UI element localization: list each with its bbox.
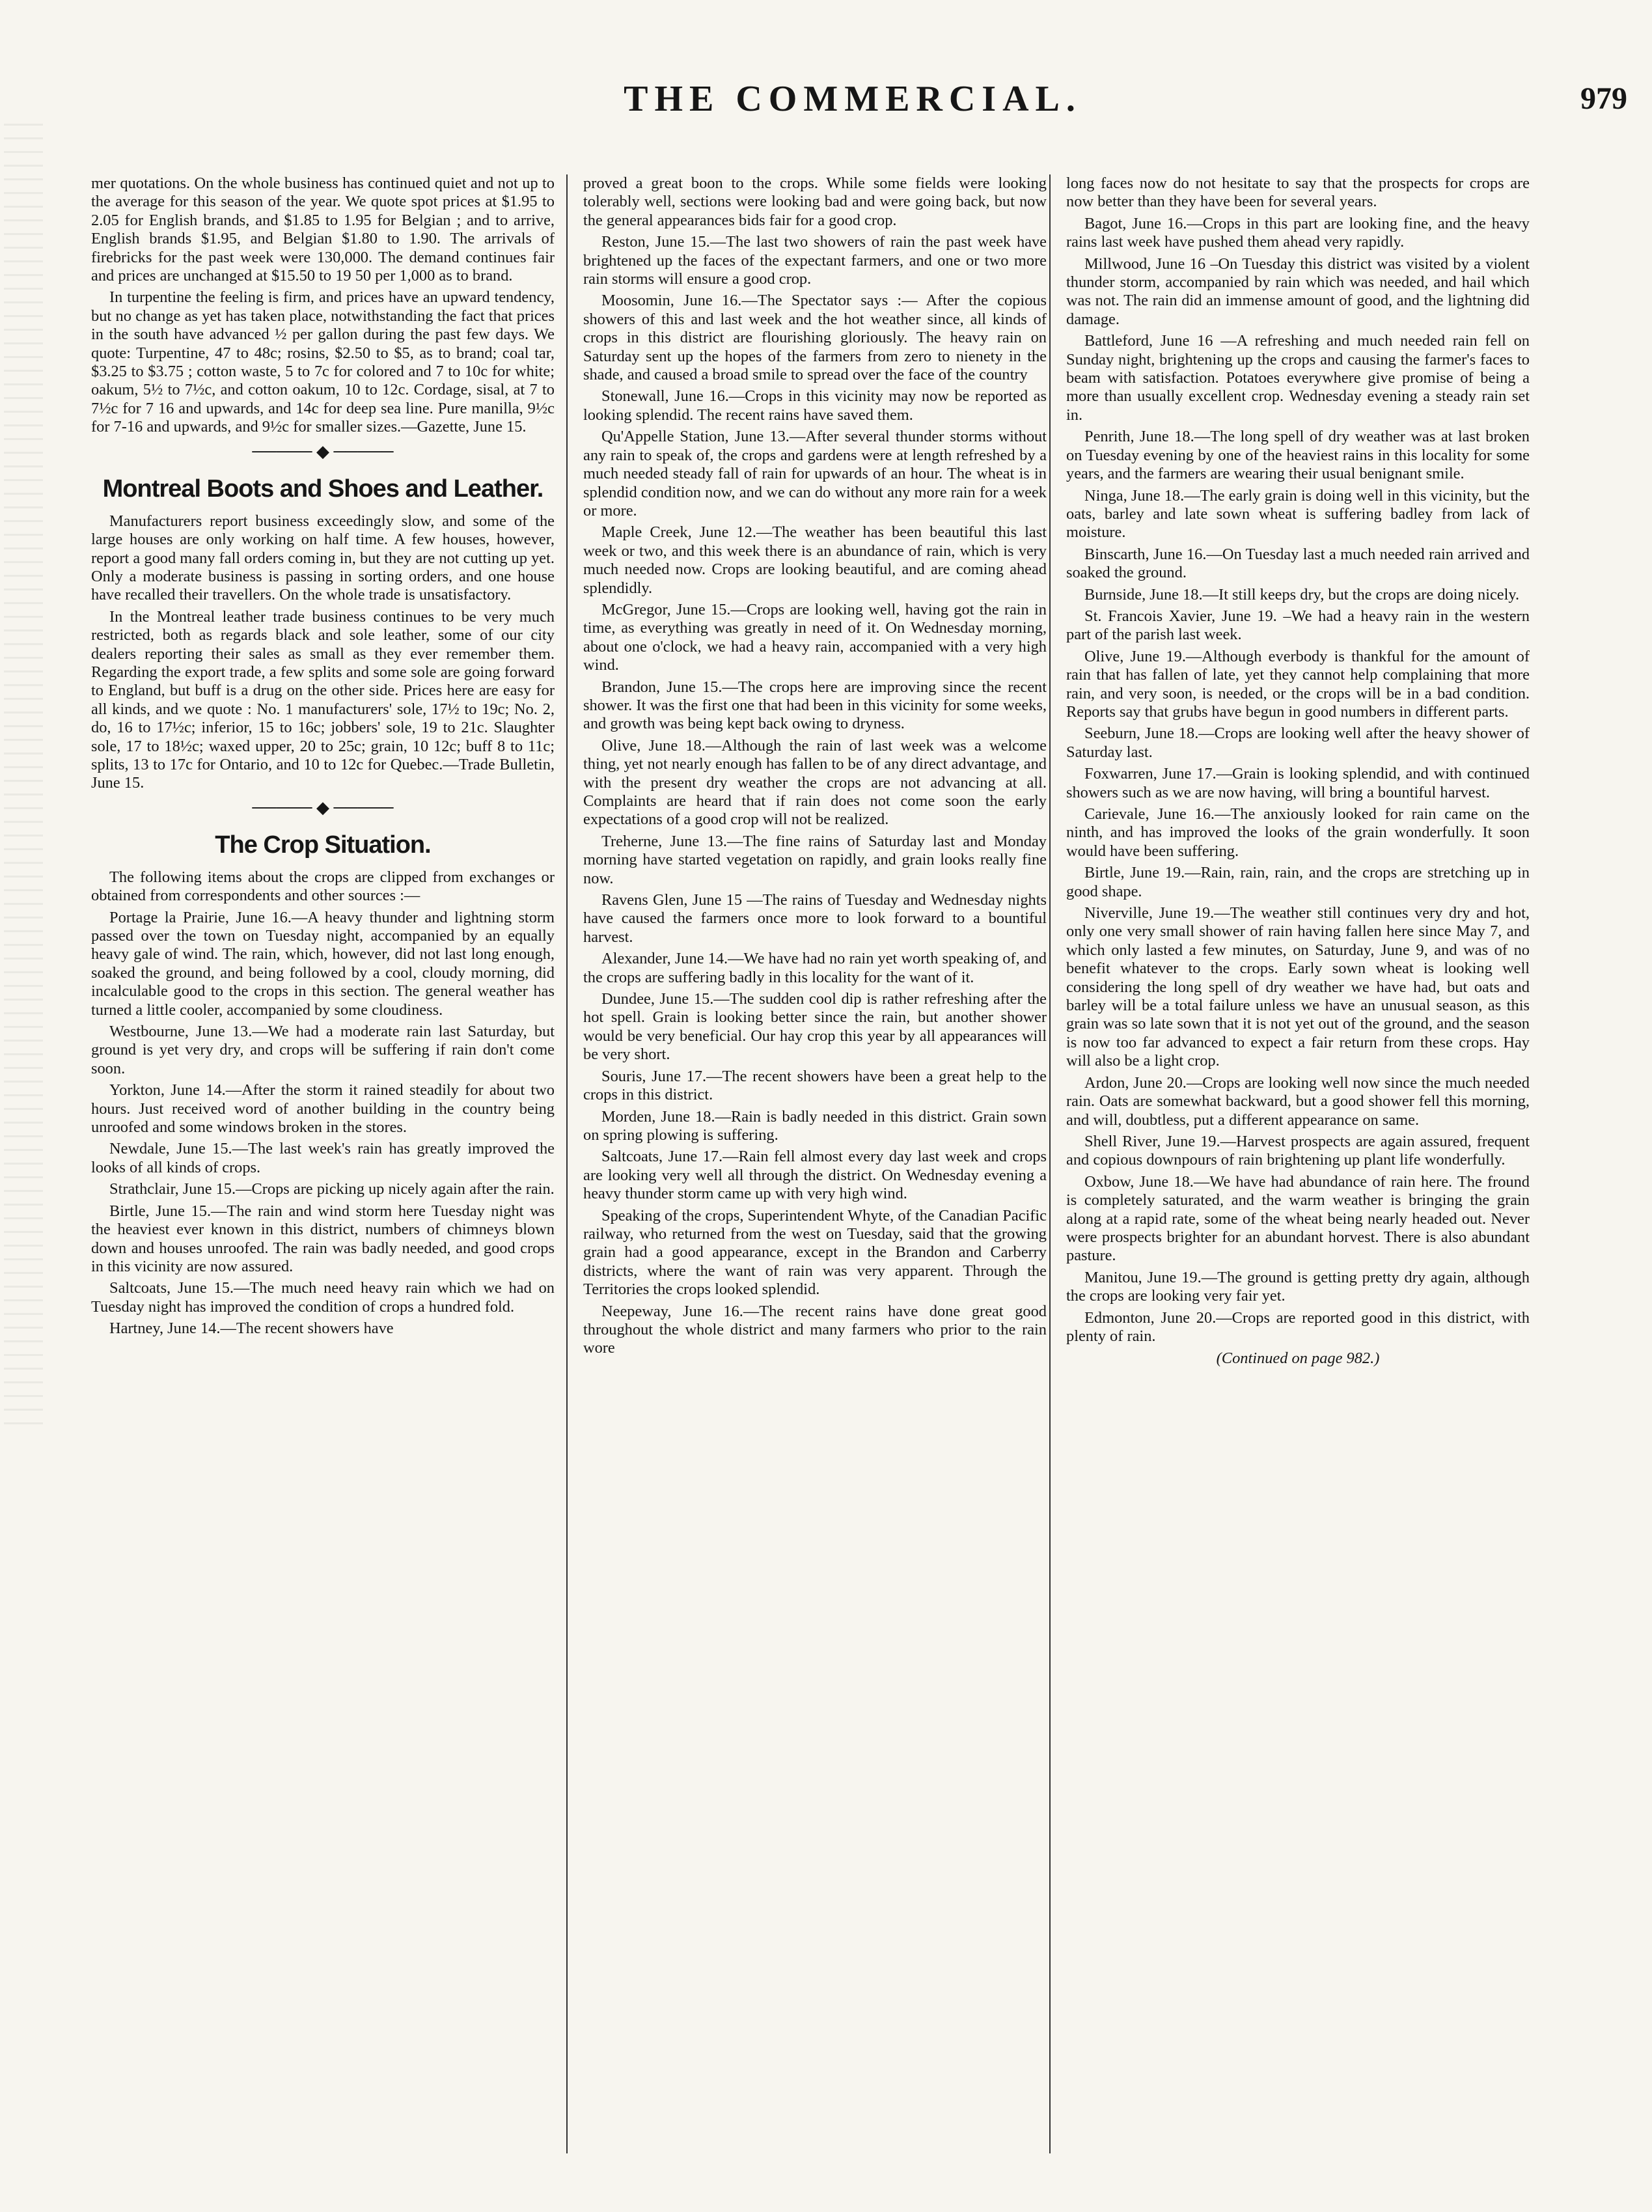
paragraph: Battleford, June 16 —A refreshing and much needed rain fell on Sunday night, brightening up the crops and causing the farmer's faces to beam with satisfaction. Potatoes everywhere give promise of being a more than usually excellent crop. Wednesday evening a steady rain set in.	[1066, 332, 1530, 424]
paragraph: In turpentine the feeling is firm, and prices have an upward tendency, but no change as yet has taken place, notwithstanding the fact that prices in the south have advanced ½ per gallon during the past few days. We quote: Turpentine, 47 to 48c; rosins, $2.50 to $5, as to brand; coal tar, $3.25 to $3.75 ; cotton waste, 5 to 7c for colored and 7 to 10c for white; oakum, 5½ to 7½c, and cotton oakum, 10 to 12c. Cordage, sisal, at 7 to 7½c for 7 16 and upwards, and 14c for deep sea line. Pure manilla, 9½c for 7-16 and upwards, and 9½c for smaller sizes.—Gazette, June 15.	[91, 288, 555, 436]
paragraph: St. Francois Xavier, June 19. –We had a heavy rain in the western part of the parish last week.	[1066, 607, 1530, 644]
ornament-divider: ───── ◆ ─────	[252, 797, 394, 817]
paragraph: Manitou, June 19.—The ground is getting pretty dry again, although the crops are looking very fair yet.	[1066, 1268, 1530, 1305]
scan-edge-artifact	[4, 124, 43, 1426]
paragraph: proved a great boon to the crops. While some fields were looking tolerably well, sections were looking bad and were going back, but now the general appearances bids fair for a good crop.	[583, 174, 1047, 229]
heading-crop-situation: The Crop Situation.	[215, 831, 431, 859]
column-1	[91, 174, 555, 2153]
paragraph: Niverville, June 19.—The weather still continues very dry and hot, only one very small shower of rain having fallen here since May 7, and which only lasted a few minutes, on Saturday, June 9, and was of no benefit whatever to the crops. Early sown wheat is looking well considering the long spell of dry weather we have had, but oats and barley will be a total failure unless we have an unusual season, as this grain was so late sown that it is not yet out of the ground, and the season is now too far advanced to expect a fair return from these crops. Hay will also be a light crop.	[1066, 904, 1530, 1070]
paragraph: Westbourne, June 13.—We had a moderate rain last Saturday, but ground is yet very dry, and crops will be suffering if rain don't come soon.	[91, 1023, 555, 1077]
continued-notice: (Continued on page 982.)	[1216, 1349, 1380, 1368]
paragraph: Foxwarren, June 17.—Grain is looking splendid, and with continued showers such as we are now having, will bring a bountiful harvest.	[1066, 765, 1530, 801]
paragraph: Manufacturers report business exceedingly slow, and some of the large houses are only working on half time. A few houses, however, report a good many fall orders coming in, but they are not cutting up yet. Only a moderate business is passing in sorting orders, and one house have recalled their travellers. On the whole trade is unsatisfactory.	[91, 512, 555, 604]
paragraph: The following items about the crops are clipped from exchanges or obtained from correspondents and other sources :—	[91, 868, 555, 905]
paragraph: Saltcoats, June 15.—The much need heavy rain which we had on Tuesday night has improved the condition of crops a hundred fold.	[91, 1279, 555, 1316]
paragraph: Speaking of the crops, Superintendent Whyte, of the Canadian Pacific railway, who returned from the west on Tuesday, said that the growing grain had a good appearance, except in the Brandon and Carberry districts, where the want of rain was very apparent. Through the Territories the crops looked splendid.	[583, 1206, 1047, 1299]
column-3	[1066, 174, 1530, 2153]
paragraph: Saltcoats, June 17.—Rain fell almost every day last week and crops are looking very well all through the district. On Wednesday evening a heavy thunder storm came up with very high wind.	[583, 1148, 1047, 1203]
paragraph: In the Montreal leather trade business continues to be very much restricted, both as regards black and sole leather, some of our city dealers reporting their sales as small as they ever remember them. Regarding the export trade, a few splits and some sole are going forward to England, but buff is a drug on the other side. Prices here are easy for all kinds, and we quote : No. 1 manufacturers' sole, 17½ to 19c; No. 2, do, 16 to 17½c; inferior, 15 to 16c; jobbers' sole, 19 to 21c. Slaughter sole, 17 to 18½c; waxed upper, 20 to 25c; grain, 10 12c; buff 8 to 11c; splits, 13 to 17c for Ontario, and 10 to 12c for Quebec.—Trade Bulletin, June 15.	[91, 607, 555, 792]
paragraph: Newdale, June 15.—The last week's rain has greatly improved the looks of all kinds of crops.	[91, 1140, 555, 1176]
paragraph: Morden, June 18.—Rain is badly needed in this district. Grain sown on spring plowing is suffering.	[583, 1107, 1047, 1144]
paragraph: Portage la Prairie, June 16.—A heavy thunder and lightning storm passed over the town on Tuesday night, accompanied by an equally heavy gale of wind. The rain, which, however, did not last long enough, soaked the ground, and being followed by a cool, cloudy morning, did incalculable good to the crops in this section. The general weather has turned a little cooler, accompanied by some cloudiness.	[91, 908, 555, 1019]
paragraph: Strathclair, June 15.—Crops are picking up nicely again after the rain.	[109, 1180, 555, 1198]
ornament-divider: ───── ◆ ─────	[252, 441, 394, 461]
paragraph: Olive, June 18.—Although the rain of last week was a welcome thing, yet not nearly enough has fallen to be of any direct advantage, and with the present dry weather the crops are not advancing at all. Complaints are heard that if rain does not come soon the early expectations of a good crop will not be realized.	[583, 736, 1047, 829]
paragraph: Burnside, June 18.—It still keeps dry, but the crops are doing nicely.	[1084, 585, 1520, 603]
column-rule	[1049, 174, 1051, 2153]
column-2	[583, 174, 1047, 2153]
paragraph: Souris, June 17.—The recent showers have been a great help to the crops in this district.	[583, 1067, 1047, 1104]
paragraph: Alexander, June 14.—We have had no rain yet worth speaking of, and the crops are suffering badly in this locality for the want of it.	[583, 950, 1047, 986]
paragraph: Ninga, June 18.—The early grain is doing well in this vicinity, but the oats, barley and late sown wheat is suffering badley from lack of moisture.	[1066, 486, 1530, 542]
paragraph: Neepeway, June 16.—The recent rains have done great good throughout the whole district and many farmers who prior to the rain wore	[583, 1302, 1047, 1357]
paragraph: Penrith, June 18.—The long spell of dry weather was at last broken on Tuesday evening by one of the heaviest rains in this locality for some years, and the farmers are wearing their usual benignant smile.	[1066, 428, 1530, 483]
paragraph: Treherne, June 13.—The fine rains of Saturday last and Monday morning have started vegetation on rapidly, and grain looks really fine now.	[583, 832, 1047, 887]
paragraph: mer quotations. On the whole business has continued quiet and not up to the average for this season of the year. We quote spot prices at $1.95 to 2.05 for English brands, and $1.85 to 1.95 for Belgian ; and to arrive, English brands $1.95, and Belgian $1.80 to 1.90. The arrivals of firebricks for the past week were 130,000. The demand continues fair and prices are unchanged at $15.50 to 19 50 per 1,000 as to brand.	[91, 174, 555, 285]
paragraph: Carievale, June 16.—The anxiously looked for rain came on the ninth, and has improved the looks of the grain wonderfully. It soon would have been suffering.	[1066, 805, 1530, 860]
paragraph: Reston, June 15.—The last two showers of rain the past week have brightened up the faces of the expectant farmers, and one or two more rain storms will ensure a good crop.	[583, 233, 1047, 288]
newspaper-title: THE COMMERCIAL.	[624, 79, 1082, 119]
paragraph: Brandon, June 15.—The crops here are improving since the recent shower. It was the first one that had been in this vicinity for some weeks, and growth was being kept back owing to dryness.	[583, 678, 1047, 733]
paragraph: Yorkton, June 14.—After the storm it rained steadily for about two hours. Just received word of another building in the country being unroofed and some windows broken in the stores.	[91, 1081, 555, 1137]
paragraph: Shell River, June 19.—Harvest prospects are again assured, frequent and copious downpours of rain brightening up plant life wonderfully.	[1066, 1132, 1530, 1169]
paragraph: Ravens Glen, June 15 —The rains of Tuesday and Wednesday nights have caused the farmers once more to look forward to a bountiful harvest.	[583, 891, 1047, 946]
paragraph: Millwood, June 16 –On Tuesday this district was visited by a violent thunder storm, accompanied by rain which was needed, and hail which was not. The rain did an immense amount of good, and the lightning did damage.	[1066, 255, 1530, 328]
paragraph: Seeburn, June 18.—Crops are looking well after the heavy shower of Saturday last.	[1066, 725, 1530, 761]
paragraph: Binscarth, June 16.—On Tuesday last a much needed rain arrived and soaked the ground.	[1066, 545, 1530, 582]
column-rule	[566, 174, 568, 2153]
paragraph: Moosomin, June 16.—The Spectator says :— After the copious showers of this and last week and the hot weather since, all kinds of crops in this district are flourishing gloriously. The heavy rain on Saturday sent up the hopes of the farmers from zero to nienety in the shade, and caused a broad smile to spread over the face of the country	[583, 292, 1047, 384]
paragraph: Birtle, June 19.—Rain, rain, rain, and the crops are stretching up in good shape.	[1066, 864, 1530, 900]
paragraph: long faces now do not hesitate to say that the prospects for crops are now better than they have been for several years.	[1066, 174, 1530, 211]
paragraph: Maple Creek, June 12.—The weather has been beautiful this last week or two, and this week there is an abundance of rain, which is very much needed now. Crops are looking beautiful, and are coming ahead splendidly.	[583, 523, 1047, 597]
paragraph: Qu'Appelle Station, June 13.—After several thunder storms without any rain to speak of, the crops and gardens were at length refreshed by a much needed steady fall of rain for upwards of an hour. The wheat is in splendid condition now, and we can do without any more rain for a week or more.	[583, 428, 1047, 519]
masthead	[78, 78, 1627, 137]
paragraph: Olive, June 19.—Although everbody is thankful for the amount of rain that has fallen of late, yet they cannot help complaining that more rain, and very soon, is needed, or the crops will be in a bad condition. Reports say that grubs have begun in good numbers in different parts.	[1066, 647, 1530, 721]
paragraph: Hartney, June 14.—The recent showers have	[109, 1320, 394, 1338]
page-number: 979	[1580, 81, 1627, 116]
paragraph: Dundee, June 15.—The sudden cool dip is rather refreshing after the hot spell. Grain is looking better since the rain, but another shower would be very beneficial. Our hay crop this year by all appearances will be very short.	[583, 990, 1047, 1064]
paragraph: Bagot, June 16.—Crops in this part are looking fine, and the heavy rains last week have pushed them ahead very rapidly.	[1066, 214, 1530, 251]
paragraph: McGregor, June 15.—Crops are looking well, having got the rain in time, as everything was greatly in need of it. On Wednesday morning, about one o'clock, we had a heavy rain, accompanied with a very high wind.	[583, 600, 1047, 674]
paragraph: Stonewall, June 16.—Crops in this vicinity may now be reported as looking splendid. The recent rains have saved them.	[583, 387, 1047, 424]
heading-boots-shoes-leather: Montreal Boots and Shoes and Leather.	[102, 475, 544, 503]
paragraph: Oxbow, June 18.—We have had abundance of rain here. The fround is completely saturated, and the warm weather is bringing the grain along at a rapid rate, some of the wheat being nearly headed out. Never were prospects brighter for an abundant horvest. There is also abundant pasture.	[1066, 1172, 1530, 1265]
paragraph: Edmonton, June 20.—Crops are reported good in this district, with plenty of rain.	[1066, 1308, 1530, 1345]
paragraph: Birtle, June 15.—The rain and wind storm here Tuesday night was the heaviest ever known in this district, numbers of chimneys blown down and houses unroofed. The rain was badly needed, and good crops in this vicinity are now assured.	[91, 1202, 555, 1275]
paragraph: Ardon, June 20.—Crops are looking well now since the much needed rain. Oats are somewhat backward, but a good shower fell this morning, and will, doubtless, put a different appearance on same.	[1066, 1073, 1530, 1129]
